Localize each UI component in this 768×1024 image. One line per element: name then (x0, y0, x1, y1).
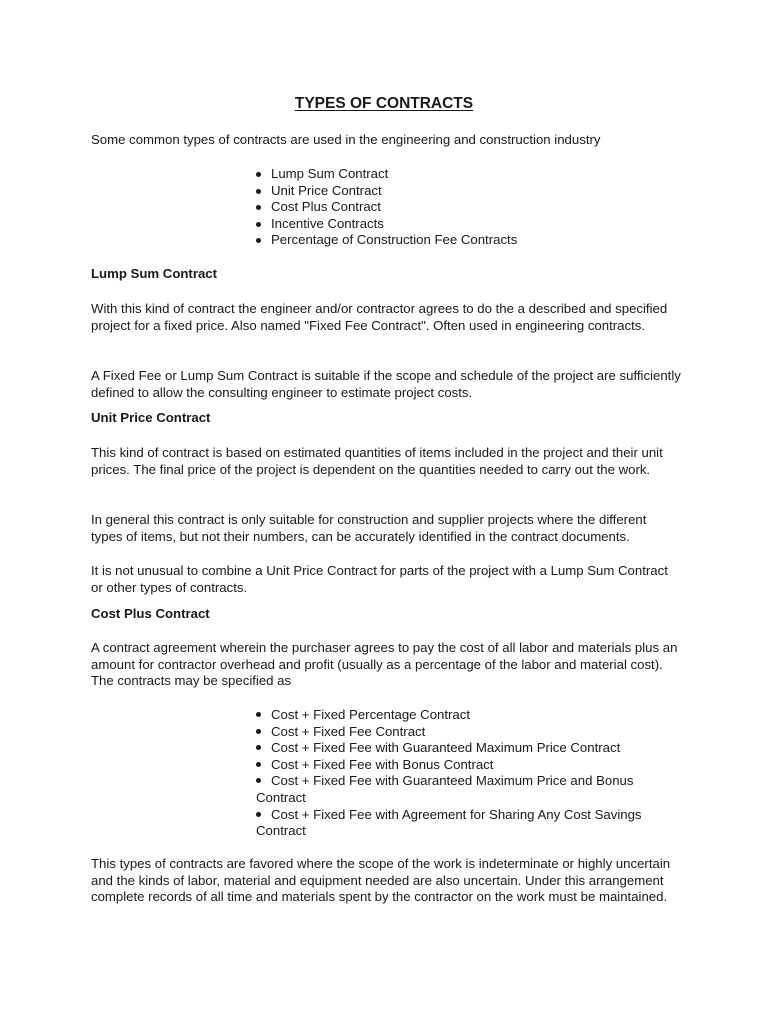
section-heading-unit-price: Unit Price Contract (91, 410, 211, 425)
bullet-icon (256, 762, 261, 767)
bullet-icon (256, 745, 261, 750)
section-heading-lump-sum: Lump Sum Contract (91, 266, 218, 281)
bullet-icon (256, 778, 261, 783)
bullet-icon (256, 172, 261, 177)
list-item: Cost + Fixed Fee with Bonus Contract (256, 757, 676, 774)
list-item: Cost + Fixed Percentage Contract (256, 707, 676, 724)
unit-price-paragraph-3: It is not unusual to combine a Unit Price Contract for parts of the project with a Lump Sum Contract or other types of contracts. (91, 563, 668, 595)
list-item: Cost Plus Contract (256, 199, 676, 216)
unit-price-paragraph-1: This kind of contract is based on estimated quantities of items included in the project and their unit prices. The final price of the project is dependent on the quantities needed to carry out the work. (91, 445, 663, 477)
bullet-icon (256, 729, 261, 734)
unit-price-paragraph-2: In general this contract is only suitable for construction and supplier projects where the different types of items, but not their numbers, can be accurately identified in the contract documents. (91, 512, 647, 544)
bullet-icon (256, 238, 261, 243)
cost-plus-types-list (256, 707, 676, 840)
section-heading-cost-plus: Cost Plus Contract (91, 606, 210, 621)
list-item: Cost + Fixed Fee Contract (256, 724, 676, 741)
bullet-icon (256, 222, 261, 227)
cost-plus-paragraph-2: This types of contracts are favored where the scope of the work is indeterminate or highly uncertain and the kinds of labor, material and equipment needed are also uncertain. Under this arrangement complete records of all time and materials spent by the contractor on the work must be maintained. (91, 856, 671, 905)
lump-sum-paragraph-2: A Fixed Fee or Lump Sum Contract is suitable if the scope and schedule of the project are sufficiently defined to allow the consulting engineer to estimate project costs. (91, 368, 681, 400)
list-item: Cost + Fixed Fee with Guaranteed Maximum Price and Bonus Contract (256, 773, 634, 805)
list-item: Lump Sum Contract (256, 166, 676, 183)
list-item: Incentive Contracts (256, 216, 676, 233)
contract-types-list (256, 166, 676, 249)
bullet-icon (256, 189, 261, 194)
cost-plus-paragraph-1: A contract agreement wherein the purchaser agrees to pay the cost of all labor and materials plus an amount for contractor overhead and profit (usually as a percentage of the labor and material cost). The contracts may be specified as (91, 640, 678, 689)
page-title: TYPES OF CONTRACTS (294, 95, 474, 112)
bullet-icon (256, 712, 261, 717)
bullet-icon (256, 812, 261, 817)
intro-paragraph: Some common types of contracts are used in the engineering and construction industry (91, 132, 601, 147)
list-item: Percentage of Construction Fee Contracts (256, 232, 676, 249)
bullet-icon (256, 205, 261, 210)
list-item: Cost + Fixed Fee with Agreement for Sharing Any Cost Savings Contract (256, 806, 642, 839)
list-item: Unit Price Contract (256, 183, 676, 200)
list-item: Cost + Fixed Fee with Guaranteed Maximum Price Contract (256, 740, 676, 757)
lump-sum-paragraph-1: With this kind of contract the engineer and/or contractor agrees to do the a described and specified project for a fixed price. Also named "Fixed Fee Contract". Often used in engineering contracts. (91, 301, 668, 333)
